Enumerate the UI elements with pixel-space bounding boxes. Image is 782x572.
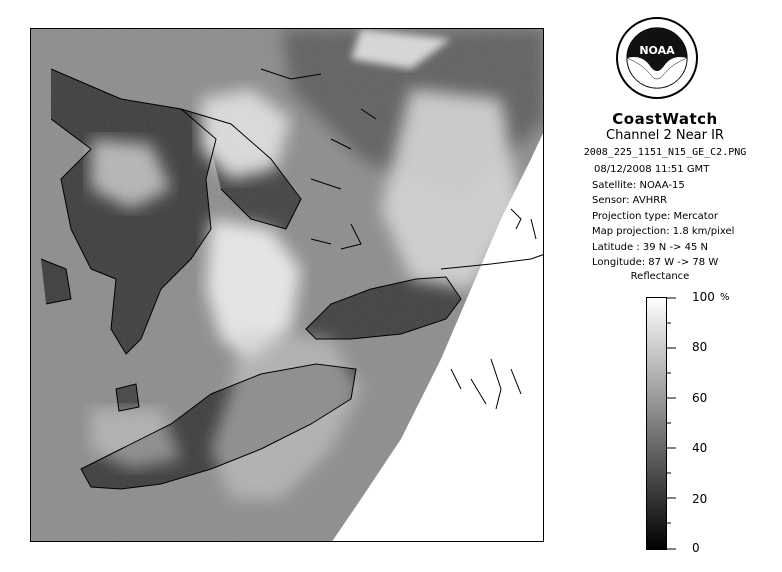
noaa-logo — [614, 14, 700, 106]
satellite-image-svg — [31, 29, 544, 542]
datetime-label: 08/12/2008 11:51 GMT — [594, 164, 710, 175]
sensor-label: Sensor: AVHRR — [592, 195, 668, 206]
filename-label: 2008_225_1151_N15_GE_C2.PNG — [583, 147, 747, 158]
channel-label: Channel 2 Near IR — [606, 128, 724, 143]
colorbar-gradient — [647, 298, 667, 550]
brand-title: CoastWatch — [612, 110, 718, 128]
colorbar-unit: % — [720, 292, 730, 303]
satellite-label: Satellite: NOAA-15 — [592, 179, 685, 191]
colorbar-tick-label: 40 — [692, 441, 708, 455]
map-projection-label: Map projection: 1.8 km/pixel — [592, 226, 735, 237]
colorbar-tick-label: 60 — [692, 391, 708, 405]
colorbar-tick-label: 80 — [692, 340, 708, 354]
metadata-panel — [592, 162, 734, 271]
colorbar-tick-label: 100 — [692, 290, 715, 304]
colorbar-tick-label: 0 — [692, 541, 700, 555]
colorbar — [646, 297, 680, 550]
colorbar-tick-label: 20 — [692, 492, 708, 506]
colorbar-title: Reflectance — [630, 271, 690, 282]
latitude-label: Latitude : 39 N -> 45 N — [592, 241, 708, 253]
satellite-image-map[interactable] — [30, 28, 544, 542]
colorbar-tick-marks — [666, 298, 676, 549]
projection-label: Projection type: Mercator — [592, 210, 718, 222]
logo-text: NOAA — [639, 44, 675, 57]
longitude-label: Longitude: 87 W -> 78 W — [592, 257, 719, 268]
